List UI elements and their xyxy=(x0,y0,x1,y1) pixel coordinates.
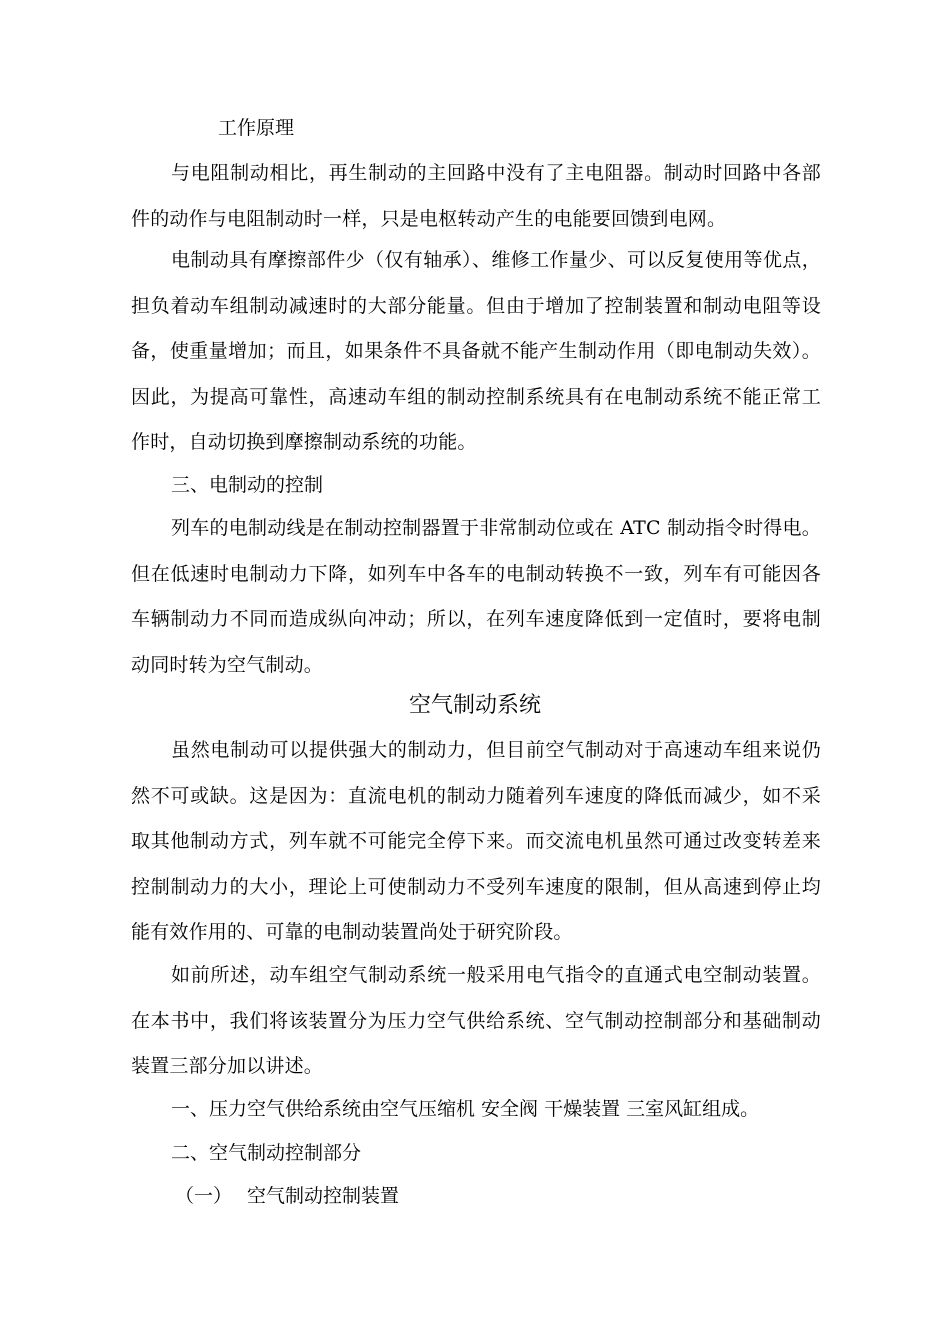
air-brake-system-heading: 空气制动系统 xyxy=(408,693,541,718)
air-brake-necessity-paragraph: 虽然电制动可以提供强大的制动力，但目前空气制动对于高速动车组来说仍然不可或缺。这是因为：直流电机的制动力随着列车速度的降低而减少，如不采取其他制动方式，列车就不可能完全停下来。而交流电机虽然可通过改变转差来控制制动力的大小，理论上可使制动力不受列车速度的限制，但从高速到停止均能有效作用的、可靠的电制动装置尚处于研究阶段。 xyxy=(131,739,821,943)
air-brake-structure-paragraph: 如前所述，动车组空气制动系统一般采用电气指令的直通式电空制动装置。在本书中，我们将该装置分为压力空气供给系统、空气制动控制部分和基础制动装置三部分加以讲述。 xyxy=(131,964,821,1077)
item-1-pressure-air-supply: 一、压力空气供给系统由空气压缩机 安全阀 干燥装置 三室风缸组成。 xyxy=(171,1098,760,1120)
electric-brake-advantages-paragraph: 电制动具有摩擦部件少（仅有轴承）、维修工作量少、可以反复使用等优点，担负着动车组制动减速时的大部分能量。但由于增加了控制装置和制动电阻等设备，使重量增加；而且，如果条件不具备就不能产生制动作用（即电制动失效）。因此，为提高可靠性，高速动车组的制动控制系统具有在电制动系统不能正常工作时，自动切换到摩擦制动系统的功能。 xyxy=(131,249,821,453)
item-sub-1-title: 空气制动控制装置 xyxy=(247,1185,400,1207)
item-2-air-brake-control: 二、空气制动控制部分 xyxy=(171,1142,362,1164)
regen-brake-paragraph: 与电阻制动相比，再生制动的主回路中没有了主电阻器。制动时回路中各部件的动作与电阻制动时一样，只是电枢转动产生的电能要回馈到电网。 xyxy=(131,162,821,230)
section-3-heading: 三、电制动的控制 xyxy=(171,474,324,496)
electric-brake-control-paragraph: 列车的电制动线是在制动控制器置于非常制动位或在 ATC 制动指令时得电。但在低速时电制动力下降，如列车中各车的电制动转换不一致，列车有可能因各车辆制动力不同而造成纵向冲动；所以，在列车速度降低到一定值时，要将电制动同时转为空气制动。 xyxy=(131,517,821,676)
item-sub-1-number: （一） xyxy=(175,1185,233,1207)
work-principle-heading: 工作原理 xyxy=(218,117,295,139)
